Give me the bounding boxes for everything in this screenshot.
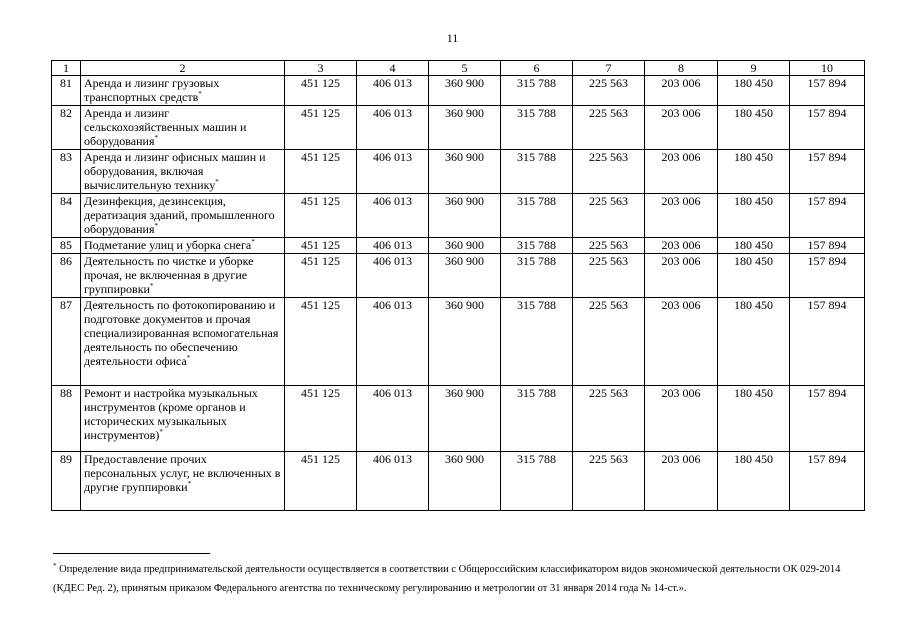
amount-cell: 360 900 [429, 386, 501, 452]
activity-name [81, 298, 285, 386]
amount-cell: 225 563 [573, 106, 645, 150]
footnote-mark: * [154, 222, 158, 230]
amount-cell: 180 450 [718, 386, 790, 452]
table-row [52, 106, 865, 150]
amount-cell: 451 125 [285, 194, 357, 238]
footnote-divider [53, 553, 210, 554]
header-cell: 4 [357, 61, 429, 76]
activity-name-text: Деятельность по фотокопированию и подготовке документов и прочая специализированная вспомогательная деятельность по обеспечению деятельности офиса [84, 298, 279, 368]
amount-cell: 406 013 [357, 452, 429, 511]
amount-cell: 180 450 [718, 106, 790, 150]
activity-name [81, 238, 285, 254]
amount-cell: 225 563 [573, 298, 645, 386]
header-cell: 9 [718, 61, 790, 76]
header-row [52, 61, 865, 76]
activity-name [81, 106, 285, 150]
footnote-text: Определение вида предпринимательской деятельности осуществляется в соответствии с Общероссийским классификатором видов экономической деятельности ОК 029-2014 (КДЕС Ред. 2), принятым приказом Федерального агентства по техническому регулированию и метрологии от 31 января 2014 года № 14-ст.». [53, 564, 841, 594]
activity-name-text: Аренда и лизинг офисных машин и оборудования, включая вычислительную технику [84, 150, 266, 192]
activity-name [81, 76, 285, 106]
amount-cell: 451 125 [285, 386, 357, 452]
amount-cell: 315 788 [501, 238, 573, 254]
amount-cell: 360 900 [429, 194, 501, 238]
amount-cell: 157 894 [790, 238, 865, 254]
activity-name-text: Дезинфекция, дезинсекция, дератизация зданий, промышленного оборудования [84, 194, 275, 236]
amount-cell: 203 006 [645, 298, 718, 386]
amount-cell: 315 788 [501, 452, 573, 511]
amount-cell: 180 450 [718, 194, 790, 238]
amount-cell: 180 450 [718, 76, 790, 106]
amount-cell: 315 788 [501, 386, 573, 452]
row-number: 84 [52, 194, 81, 238]
amount-cell: 157 894 [790, 254, 865, 298]
activity-name [81, 194, 285, 238]
amount-cell: 203 006 [645, 254, 718, 298]
amount-cell: 406 013 [357, 76, 429, 106]
amount-cell: 180 450 [718, 298, 790, 386]
amount-cell: 157 894 [790, 106, 865, 150]
tariff-table [51, 60, 865, 511]
amount-cell: 157 894 [790, 386, 865, 452]
row-number: 83 [52, 150, 81, 194]
amount-cell: 451 125 [285, 452, 357, 511]
header-cell: 8 [645, 61, 718, 76]
amount-cell: 203 006 [645, 194, 718, 238]
amount-cell: 203 006 [645, 238, 718, 254]
activity-name-text: Аренда и лизинг сельскохозяйственных машин и оборудования [84, 106, 247, 148]
table-row [52, 386, 865, 452]
amount-cell: 315 788 [501, 106, 573, 150]
row-number: 87 [52, 298, 81, 386]
amount-cell: 451 125 [285, 254, 357, 298]
amount-cell: 157 894 [790, 452, 865, 511]
amount-cell: 406 013 [357, 150, 429, 194]
amount-cell: 360 900 [429, 452, 501, 511]
header-cell: 10 [790, 61, 865, 76]
table-row [52, 238, 865, 254]
amount-cell: 180 450 [718, 238, 790, 254]
footnote-mark: * [186, 354, 191, 362]
amount-cell: 180 450 [718, 150, 790, 194]
amount-cell: 406 013 [357, 106, 429, 150]
row-number: 86 [52, 254, 81, 298]
page-number: 11 [446, 31, 459, 45]
row-number: 82 [52, 106, 81, 150]
amount-cell: 360 900 [429, 254, 501, 298]
amount-cell: 225 563 [573, 452, 645, 511]
amount-cell: 180 450 [718, 254, 790, 298]
table-row [52, 254, 865, 298]
amount-cell: 203 006 [645, 150, 718, 194]
table-row [52, 150, 865, 194]
activity-name [81, 150, 285, 194]
amount-cell: 360 900 [429, 76, 501, 106]
amount-cell: 406 013 [357, 238, 429, 254]
amount-cell: 157 894 [790, 194, 865, 238]
activity-name-text: Подметание улиц и уборка снега [84, 238, 252, 252]
amount-cell: 203 006 [645, 386, 718, 452]
header-cell: 2 [81, 61, 285, 76]
amount-cell: 451 125 [285, 76, 357, 106]
activity-name-text: Предоставление прочих персональных услуг, не включенных в другие группировки [84, 452, 281, 494]
activity-name-text: Аренда и лизинг грузовых транспортных средств [84, 76, 220, 104]
amount-cell: 203 006 [645, 452, 718, 511]
footnote-mark: * [159, 428, 163, 436]
footnote-mark: * [251, 238, 255, 246]
row-number: 89 [52, 452, 81, 511]
footnote-mark: * [198, 90, 202, 98]
footnote-mark: * [154, 134, 158, 142]
amount-cell: 157 894 [790, 298, 865, 386]
table-row [52, 194, 865, 238]
header-cell: 6 [501, 61, 573, 76]
footnote-mark: * [149, 282, 154, 290]
activity-name-text: Деятельность по чистке и уборке прочая, не включенная в другие группировки [84, 254, 254, 296]
table-row [52, 298, 865, 386]
activity-name-text: Ремонт и настройка музыкальных инструментов (кроме органов и исторических музыкальных инструментов) [84, 386, 258, 442]
amount-cell: 225 563 [573, 386, 645, 452]
footnote [53, 560, 865, 598]
header-cell: 7 [573, 61, 645, 76]
amount-cell: 406 013 [357, 254, 429, 298]
footnote-mark: * [187, 480, 192, 488]
amount-cell: 225 563 [573, 150, 645, 194]
amount-cell: 406 013 [357, 194, 429, 238]
header-cell: 3 [285, 61, 357, 76]
table-row [52, 76, 865, 106]
table-row [52, 452, 865, 511]
header-cell: 1 [52, 61, 81, 76]
amount-cell: 360 900 [429, 106, 501, 150]
row-number: 85 [52, 238, 81, 254]
amount-cell: 203 006 [645, 106, 718, 150]
amount-cell: 360 900 [429, 298, 501, 386]
amount-cell: 315 788 [501, 298, 573, 386]
amount-cell: 180 450 [718, 452, 790, 511]
amount-cell: 451 125 [285, 106, 357, 150]
activity-name [81, 452, 285, 511]
amount-cell: 451 125 [285, 238, 357, 254]
amount-cell: 225 563 [573, 238, 645, 254]
activity-name [81, 254, 285, 298]
amount-cell: 203 006 [645, 76, 718, 106]
row-number: 88 [52, 386, 81, 452]
footnote-mark: * [53, 562, 57, 570]
amount-cell: 360 900 [429, 238, 501, 254]
amount-cell: 406 013 [357, 298, 429, 386]
amount-cell: 157 894 [790, 150, 865, 194]
amount-cell: 315 788 [501, 254, 573, 298]
amount-cell: 451 125 [285, 298, 357, 386]
amount-cell: 225 563 [573, 76, 645, 106]
row-number: 81 [52, 76, 81, 106]
footnote-mark: * [215, 178, 219, 186]
amount-cell: 451 125 [285, 150, 357, 194]
amount-cell: 315 788 [501, 194, 573, 238]
amount-cell: 315 788 [501, 76, 573, 106]
activity-name [81, 386, 285, 452]
amount-cell: 225 563 [573, 254, 645, 298]
header-cell: 5 [429, 61, 501, 76]
amount-cell: 360 900 [429, 150, 501, 194]
amount-cell: 225 563 [573, 194, 645, 238]
amount-cell: 406 013 [357, 386, 429, 452]
amount-cell: 315 788 [501, 150, 573, 194]
amount-cell: 157 894 [790, 76, 865, 106]
